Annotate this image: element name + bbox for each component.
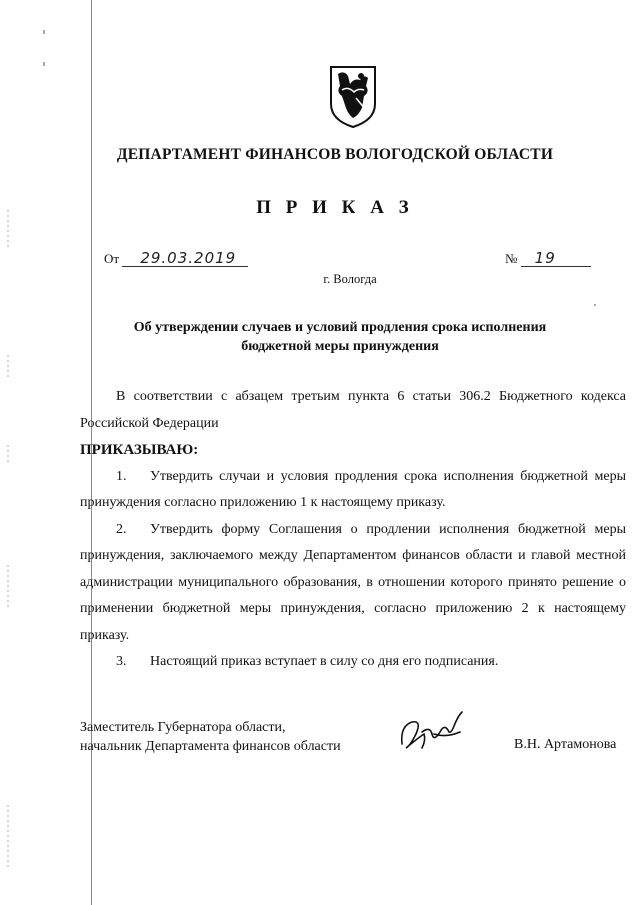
order-number <box>505 250 591 267</box>
preamble: В соответствии с абзацем третьим пункта 6 статьи 306.2 Бюджетного кодекса Российской Федерации <box>80 389 626 431</box>
item-number: 3. <box>116 654 127 669</box>
scan-artifacts <box>0 0 60 905</box>
number-value: 19 <box>521 250 591 267</box>
subject-line-1: Об утверждении случаев и условий продления срока исполнения <box>133 320 547 335</box>
order-item <box>80 517 626 650</box>
number-prefix: № <box>505 251 518 266</box>
document-type-title: П Р И К А З <box>256 197 414 218</box>
scan-dot <box>594 304 596 306</box>
command-word: ПРИКАЗЫВАЮ: <box>80 442 199 458</box>
order-item <box>80 649 626 676</box>
order-item <box>80 464 626 517</box>
order-subject <box>110 318 570 356</box>
coat-of-arms-icon <box>328 64 378 130</box>
item-text: Настоящий приказ вступает в силу со дня его подписания. <box>150 654 499 669</box>
order-date <box>104 250 248 267</box>
handwritten-signature <box>396 704 468 760</box>
item-text: Утвердить форму Соглашения о продлении исполнения бюджетной меры принуждения, заключаемого между Департаментом финансов области и главой местной администрации муниципального образования, в отношении которого принято решение о применении бюджетной меры принуждения, согласно приложению 2 к настоящему приказу. <box>80 521 626 643</box>
position-line-1: Заместитель Губернатора области, <box>80 720 286 735</box>
date-prefix: От <box>104 251 120 266</box>
position-line-2: начальник Департамента финансов области <box>80 739 341 754</box>
subject-line-2: бюджетной меры принуждения <box>241 339 439 354</box>
signatory-name: В.Н. Артамонова <box>514 737 617 752</box>
item-number: 1. <box>116 468 127 484</box>
item-text: Утвердить случаи и условия продления срока исполнения бюджетной меры принуждения согласно приложению 1 к настоящему приказу. <box>80 468 626 510</box>
order-body <box>80 384 626 676</box>
item-number: 2. <box>116 521 127 537</box>
department-name: ДЕПАРТАМЕНТ ФИНАНСОВ ВОЛОГОДСКОЙ ОБЛАСТИ <box>116 146 554 163</box>
city: г. Вологда <box>323 272 377 286</box>
signatory-position <box>80 718 341 756</box>
date-value: 29.03.2019 <box>122 250 248 267</box>
